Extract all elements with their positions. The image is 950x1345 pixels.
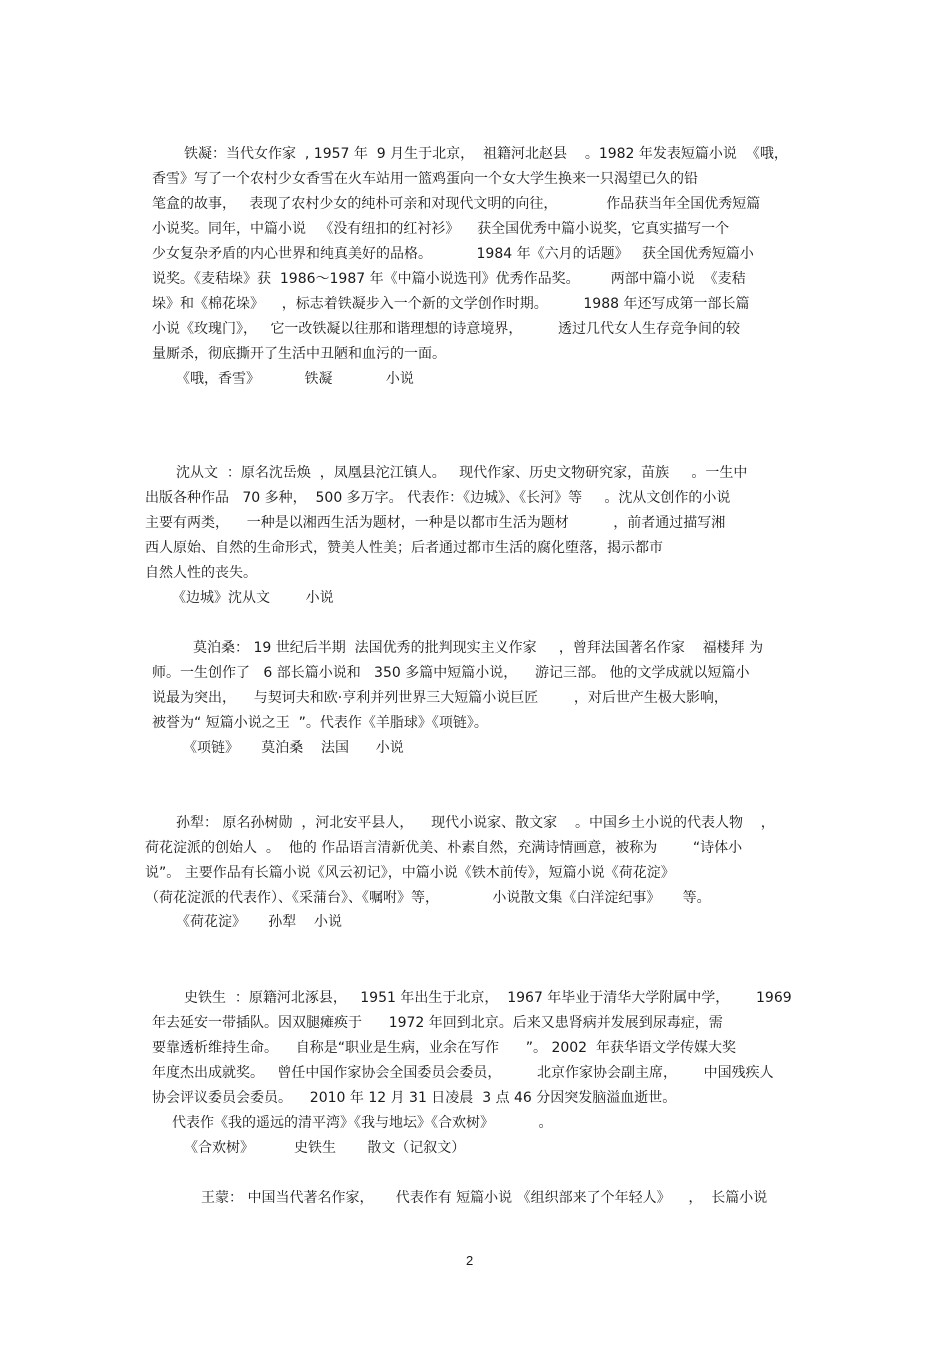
- paragraph-line: 荷花淀派的创始人 。 他的 作品语言清新优美、朴素自然，充满诗情画意，被称为 “诗体小: [145, 840, 743, 856]
- representative-work-line: 《边城》沈从文 小说: [172, 590, 334, 606]
- representative-work-line: 《哦，香雪》 铁凝 小说: [176, 371, 414, 387]
- paragraph-line: 铁凝：当代女作家 , 1957 年 9 月生于北京， 祖籍河北赵县 。1982 年发表短篇小说 《哦，: [184, 146, 788, 162]
- paragraph-line: 王蒙： 中国当代著名作家， 代表作有 短篇小说 《组织部来了个年轻人》 ， 长篇小说: [201, 1190, 768, 1206]
- paragraph-line: 沈从文 ：原名沈岳焕 ，凤凰县沱江镇人。 现代作家、历史文物研究家，苗族 。一生中: [176, 465, 748, 481]
- paragraph-line: 说奖。《麦秸垛》获 1986～1987 年《中篇小说选刊》优秀作品奖。 两部中篇小说 《麦秸: [152, 271, 746, 287]
- paragraph-line: 主要有两类， 一种是以湘西生活为题材，一种是以都市生活为题材 ，前者通过描写湘: [145, 515, 726, 531]
- paragraph-line: 被誉为“ 短篇小说之王 ”。代表作《羊脂球》《项链》。: [152, 715, 488, 731]
- paragraph-line: 自然人性的丧失。: [145, 565, 257, 581]
- paragraph-line: 代表作《我的遥远的清平湾》《我与地坛》《合欢树》 。: [172, 1115, 553, 1131]
- paragraph-line: 量厮杀，彻底撕开了生活中丑陋和血污的一面。: [152, 346, 446, 362]
- paragraph-line: 西人原始、自然的生命形式，赞美人性美；后者通过都市生活的腐化堕落，揭示都市: [145, 540, 663, 556]
- paragraph-line: （荷花淀派的代表作）、《采蒲台》、《嘱咐》等， 小说散文集《白洋淀纪事》 等。: [145, 890, 711, 906]
- representative-work-line: 《合欢树》 史铁生 散文（记叙文）: [184, 1140, 466, 1156]
- representative-work-line: 《项链》 莫泊桑 法国 小说: [183, 740, 404, 756]
- paragraph-line: 史铁生 ：原籍河北涿县， 1951 年出生于北京， 1967 年毕业于清华大学附属中学， 1969: [184, 990, 792, 1006]
- page-number: 2: [466, 1253, 474, 1268]
- representative-work-line: 《荷花淀》 孙犁 小说: [176, 914, 343, 930]
- paragraph-line: 少女复杂矛盾的内心世界和纯真美好的品格。 1984 年《六月的话题》 获全国优秀短篇小: [152, 246, 754, 262]
- paragraph-line: 孙犁： 原名孙树勋 ，河北安平县人， 现代小说家、散文家 。中国乡土小说的代表人物 ，: [176, 815, 775, 831]
- paragraph-line: 年度杰出成就奖。 曾任中国作家协会全国委员会委员， 北京作家协会副主席， 中国残疾人: [152, 1065, 774, 1081]
- paragraph-line: 小说奖。同年，中篇小说 《没有纽扣的红衬衫》 获全国优秀中篇小说奖，它真实描写一个: [152, 221, 730, 237]
- paragraph-line: 出版各种作品 70 多种， 500 多万字。 代表作：《边城》、《长河》等 。沈从文创作的小说: [145, 490, 731, 506]
- paragraph-line: 说”。 主要作品有长篇小说《风云初记》，中篇小说《铁木前传》，短篇小说《荷花淀》: [145, 865, 675, 881]
- paragraph-line: 香雪》写了一个农村少女香雪在火车站用一篮鸡蛋向一个女大学生换来一只渴望已久的铅: [152, 171, 698, 187]
- paragraph-line: 笔盒的故事， 表现了农村少女的纯朴可亲和对现代文明的向往， 作品获当年全国优秀短篇: [152, 196, 761, 212]
- paragraph-line: 垛》和《棉花垛》 ，标志着铁凝步入一个新的文学创作时期。 1988 年还写成第一部长篇: [152, 296, 750, 312]
- paragraph-line: 莫泊桑： 19 世纪后半期 法国优秀的批判现实主义作家 ，曾拜法国著名作家 福楼拜 为: [193, 640, 764, 656]
- paragraph-line: 年去延安一带插队。因双腿瘫痪于 1972 年回到北京。后来又患肾病并发展到尿毒症，需: [152, 1015, 723, 1031]
- paragraph-line: 说最为突出， 与契诃夫和欧·亨利并列世界三大短篇小说巨匠 ，对后世产生极大影响，: [152, 690, 728, 706]
- paragraph-line: 协会评议委员会委员。 2010 年 12 月 31 日凌晨 3 点 46 分因突发脑溢血逝世。: [152, 1090, 677, 1106]
- paragraph-line: 师。一生创作了 6 部长篇小说和 350 多篇中短篇小说， 游记三部。 他的文学成就以短篇小: [152, 665, 750, 681]
- paragraph-line: 小说《玫瑰门》， 它一改铁凝以往那和谐理想的诗意境界， 透过几代女人生存竞争间的较: [152, 321, 740, 337]
- paragraph-line: 要靠透析维持生命。 自称是“职业是生病，业余在写作 ”。 2002 年获华语文学传媒大奖: [152, 1040, 736, 1056]
